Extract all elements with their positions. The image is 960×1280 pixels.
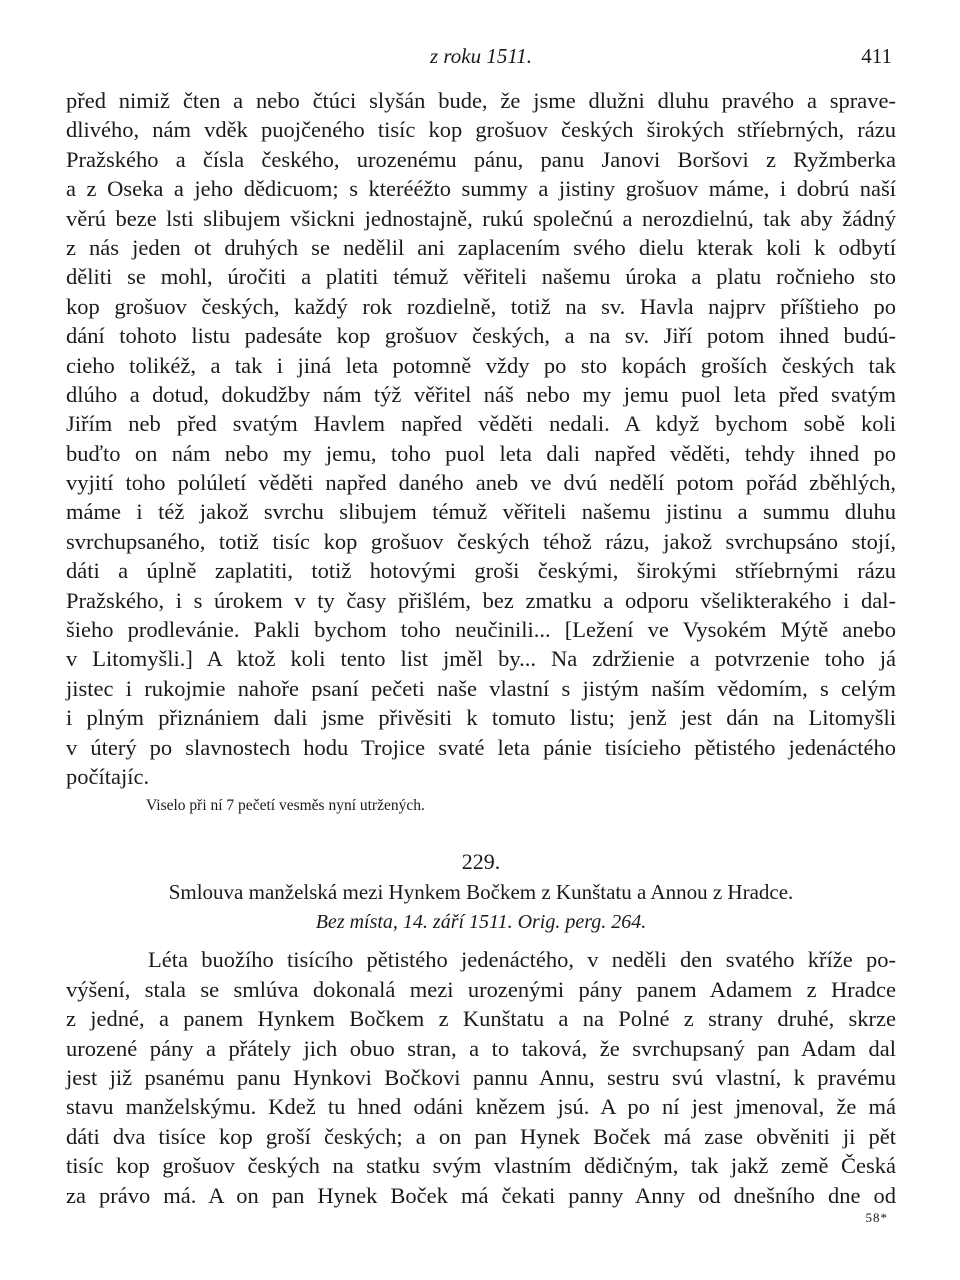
page-header xyxy=(66,44,896,74)
text-line: Jiřím neb před svatým Havlem napřed věděti nedali. A když bychom sobě koli xyxy=(66,411,896,437)
text-line: máme i též jakož svrchu slibujem témuž věřiteli našemu jistinu a summu dluhu xyxy=(66,499,896,525)
seal-note: Viselo při ní 7 pečetí vesměs nyní utržených. xyxy=(146,797,425,815)
document-229-text xyxy=(66,945,896,1210)
text-line: dlivého, nám vděk puojčeného tisíc kop grošuov českých širokých stříebrných, rázu xyxy=(66,117,896,143)
document-source: Bez místa, 14. září 1511. Orig. perg. 264. xyxy=(315,911,647,934)
text-line: kop grošuov českých, každý rok rozdielně, totiž na sv. Havla najprv příštieho po xyxy=(66,293,896,319)
text-line: tisíc kop grošuov českých na statku svým vlastním dědičným, tak jakž země Česká xyxy=(66,1153,896,1179)
text-line: výšení, stala se smlúva dokonalá mezi urozenými pány panem Adamem z Hradce xyxy=(66,976,896,1002)
text-line: dáti a úplně zaplatiti, totiž hotovými groši českými, širokými stříebrnými rázu xyxy=(66,558,896,584)
text-line: dlúho a dotud, dokudžby nám týž věřitel náš nebo my jemu puol leta před svatým xyxy=(66,381,896,407)
text-line: věrú beze lsti slibujem všickni jednostajně, rukú společnú a nerozdielnú, tak aby žádný xyxy=(66,205,896,231)
text-line: cieho tolikéž, a tak i jiná leta potomně vždy po sto kopách groších českých tak xyxy=(66,352,896,378)
text-line: i plným přiznániem dali jsme přivěsiti k tomuto listu; jenž jest dán na Litomyšli xyxy=(66,705,896,731)
text-line: za právo má. A on pan Hynek Boček má čekati panny Anny od dnešního dne od xyxy=(66,1182,896,1208)
text-line: urozené pány a přátely jich obuo stran, a to taková, že svrchupsaný pan Adam dal xyxy=(66,1035,896,1061)
text-line: buďto on nám nebo my jemu, toho puol leta dali napřed věděti, tehdy ihned po xyxy=(66,440,896,466)
text-line: jest již psanému panu Hynkovi Bočkovi pannu Annu, sestru svú vlastní, k pravému xyxy=(66,1064,896,1090)
document-number: 229. xyxy=(461,849,501,875)
signature-mark: 58* xyxy=(865,1210,888,1225)
text-line: v úterý po slavnostech hodu Trojice svaté leta pánie tisícieho pětistého jedenáctého xyxy=(66,734,896,760)
text-line: Léta buožího tisícího pětistého jedenáctého, v neděli den svatého kříže po- xyxy=(148,947,896,973)
text-line: svrchupsaného, totiž tisíc kop grošuov českých téhož rázu, jakož svrchupsáno stojí, xyxy=(66,528,896,554)
text-line: z jedné, a panem Hynkem Bočkem z Kunštatu a na Polné z strany druhé, skrze xyxy=(66,1006,896,1032)
running-head: z roku 1511. xyxy=(429,44,533,68)
page xyxy=(66,44,896,1210)
text-line: Pražského a čísla českého, urozenému pánu, panu Janovi Boršovi z Ryžmberka xyxy=(66,146,896,172)
text-line: děliti se mohl, úročiti a platiti témuž věřiteli našemu úroka a platu ročnieho sto xyxy=(66,264,896,290)
previous-document-text xyxy=(66,86,896,817)
text-line: Pražského, i s úrokem v ty časy přišlém, bez zmatku a odporu všelikterakého i dal- xyxy=(66,587,896,613)
text-line: jistec i rukojmie nahoře psaní pečeti naše vlastní s jistým naším vědomím, s celým xyxy=(66,675,896,701)
page-number: 411 xyxy=(861,44,892,68)
text-line: a z Oseka a jeho dědicuom; s kterééžto summy a jistiny grošuov máme, i dobrú naší xyxy=(66,176,896,202)
text-line: stavu manželskýmu. Kdež tu hned odáni knězem jsú. A po ní jest jmenoval, že má xyxy=(66,1094,896,1120)
text-line: vyjití toho polúletí věděti napřed daného aneb ve dvú nedělí potom pořád zběhlých, xyxy=(66,470,896,496)
text-line: dání tohoto listu padesáte kop grošuov českých, a na sv. Jiří potom ihned budú- xyxy=(66,323,896,349)
text-line: dáti dva tisíce kop groší českých; a on pan Hynek Boček má zase obvěniti ji pět xyxy=(66,1123,896,1149)
text-line: počítajíc. xyxy=(66,763,150,789)
text-line: z nás jeden ot druhých se nedělil ani zaplacením svého dielu kterak koli k odbytí xyxy=(66,234,896,260)
text-line: v Litomyšli.] A ktož koli tento list jměl by... Na zdržienie a potvrzenie toho já xyxy=(66,646,896,672)
text-line: před nimiž čten a nebo čtúci slyšán bude, že jsme dlužni dluhu pravého a sprave- xyxy=(66,88,896,113)
text-line: šieho prodlevánie. Pakli bychom toho neučinili... [Ležení ve Vysokém Mýtě anebo xyxy=(66,617,896,643)
document-title: Smlouva manželská mezi Hynkem Bočkem z Kunštatu a Annou z Hradce. xyxy=(168,880,794,905)
